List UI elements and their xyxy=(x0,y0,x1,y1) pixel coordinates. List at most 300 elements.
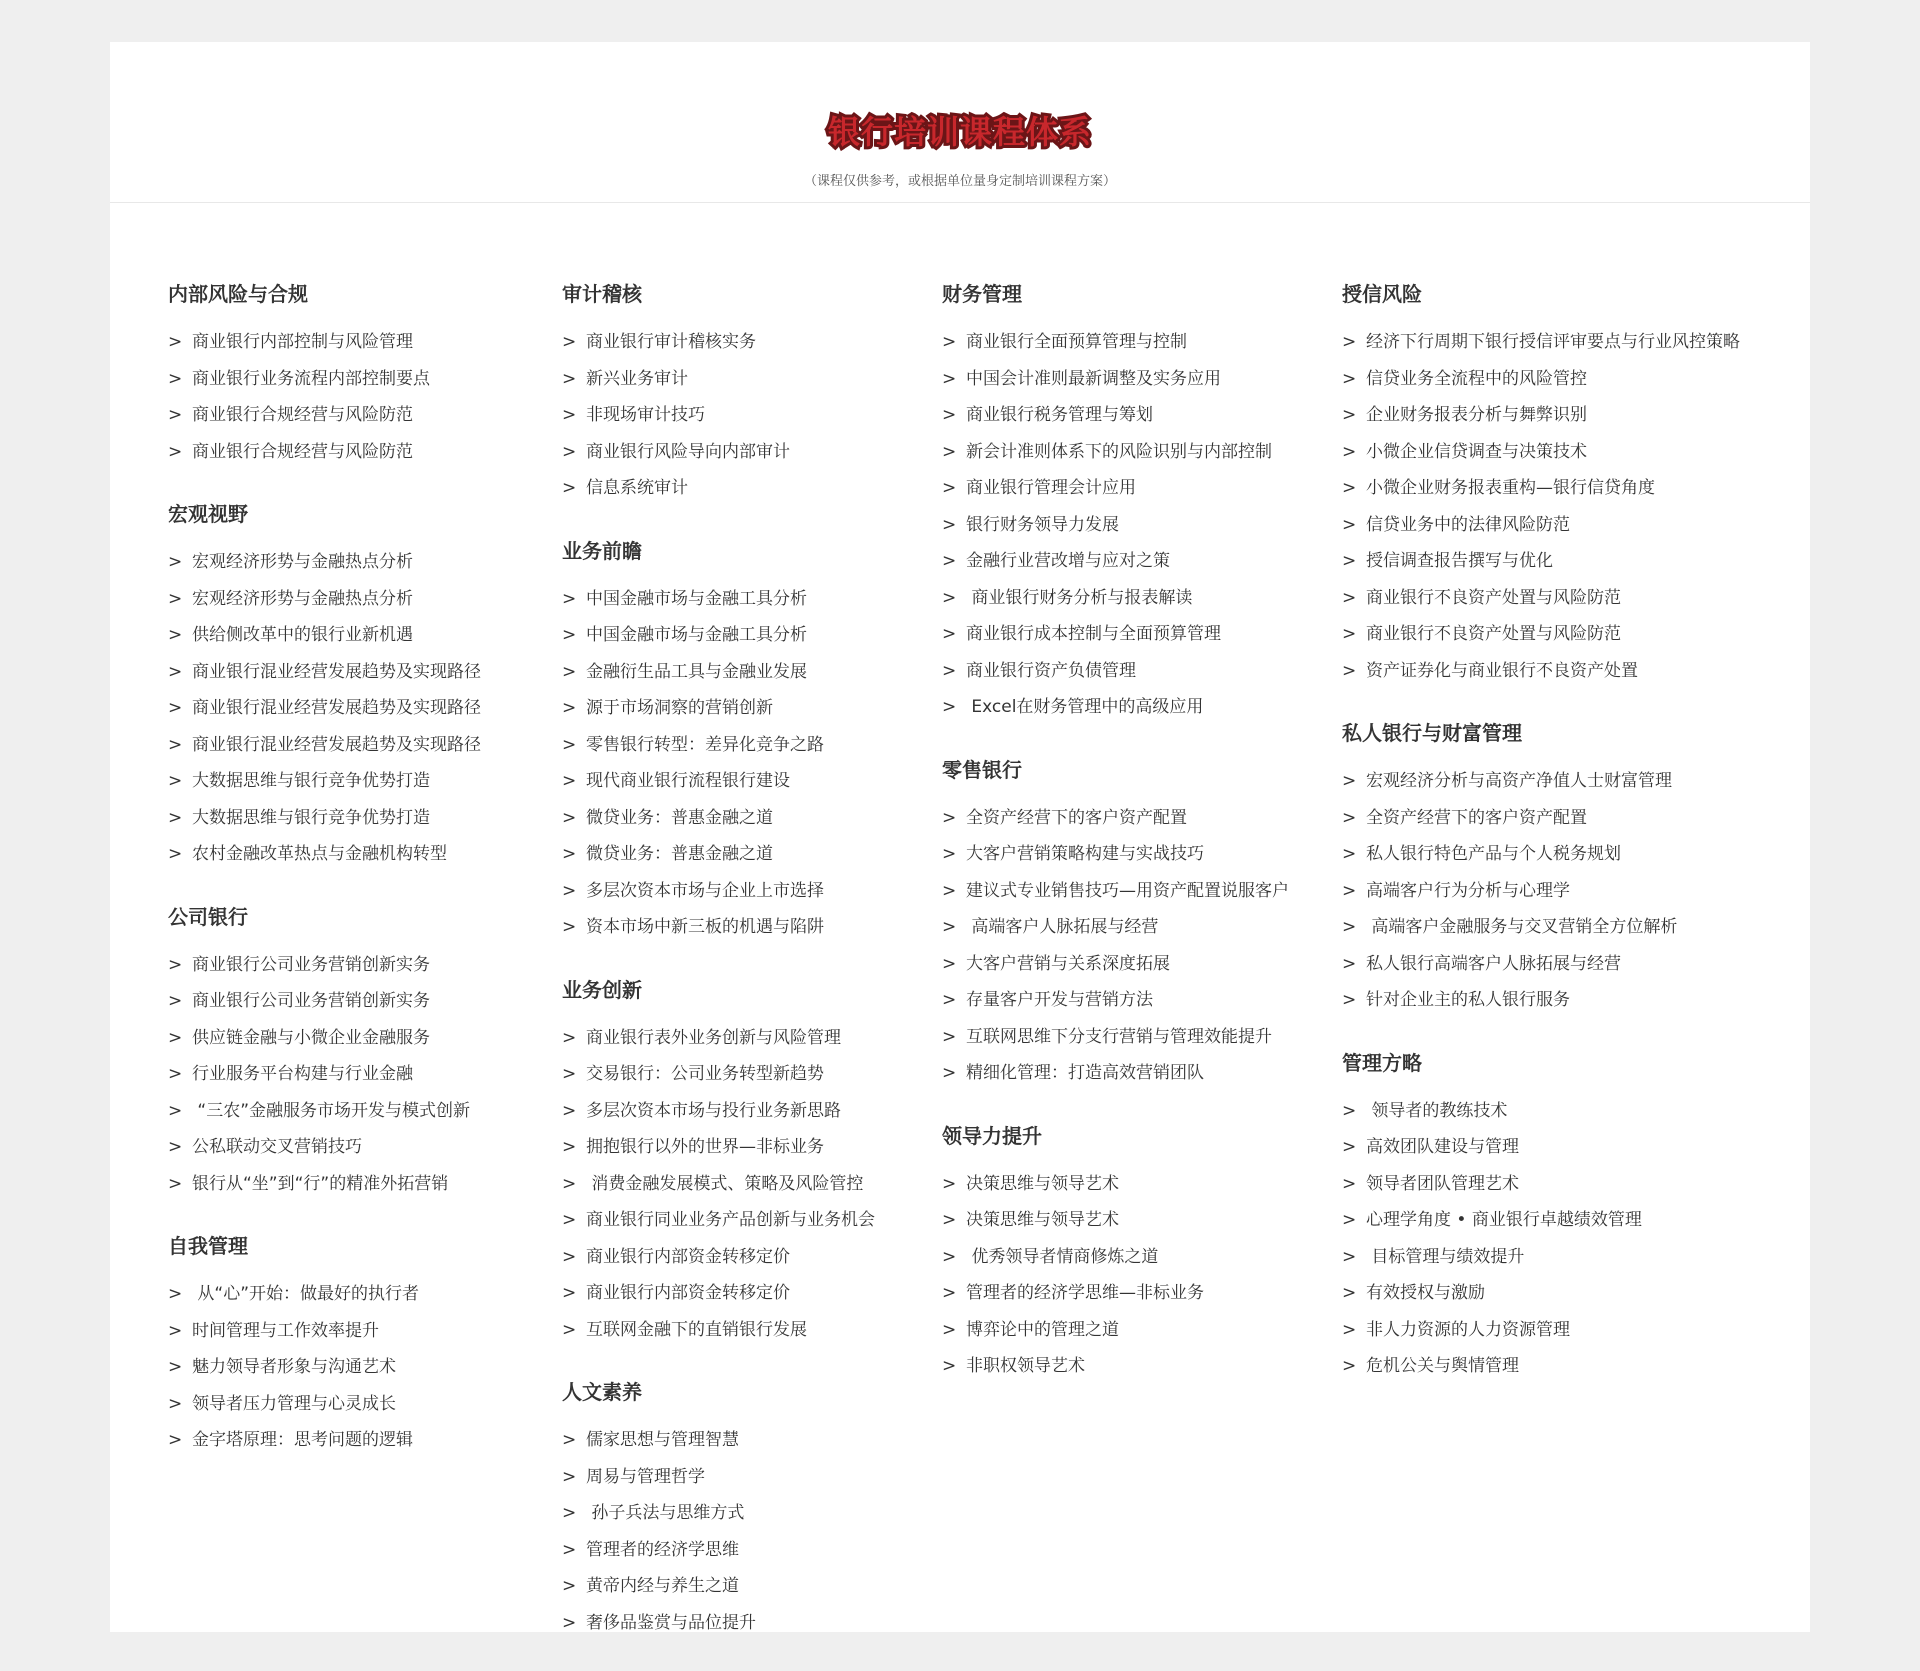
course-item[interactable] xyxy=(1342,324,1740,361)
chevron-right-icon: > xyxy=(562,1064,577,1084)
course-item[interactable] xyxy=(562,763,875,800)
course-item[interactable] xyxy=(168,1129,481,1166)
course-item-label: 存量客户开发与营销方法 xyxy=(966,990,1153,1010)
course-item-label: 精细化管理：打造高效营销团队 xyxy=(966,1063,1204,1083)
chevron-right-icon: > xyxy=(168,734,183,755)
course-column-2 xyxy=(562,280,875,1671)
course-item-label: 决策思维与领导艺术 xyxy=(966,1173,1119,1194)
course-item-label: 领导者团队管理艺术 xyxy=(1366,1173,1519,1194)
chevron-right-icon: > xyxy=(562,1576,577,1596)
chevron-right-icon: > xyxy=(942,332,957,352)
course-item[interactable] xyxy=(1342,909,1740,946)
course-item[interactable] xyxy=(942,507,1289,544)
chevron-right-icon: > xyxy=(1342,990,1357,1010)
course-item[interactable] xyxy=(562,617,875,654)
course-item-label: 微贷业务：普惠金融之道 xyxy=(586,807,773,828)
course-item[interactable] xyxy=(942,616,1289,653)
header-divider xyxy=(110,202,1810,203)
course-item-label: 新兴业务审计 xyxy=(586,368,688,389)
course-item-label: 全资产经营下的客户资产配置 xyxy=(966,807,1187,828)
chevron-right-icon: > xyxy=(562,917,577,937)
course-item-label: 商业银行不良资产处置与风险防范 xyxy=(1366,624,1621,644)
chevron-right-icon: > xyxy=(942,1173,957,1194)
course-item[interactable] xyxy=(168,617,481,654)
course-item[interactable] xyxy=(168,1386,481,1423)
course-item[interactable] xyxy=(168,690,481,727)
course-item-label: 银行财务领导力发展 xyxy=(966,514,1119,535)
course-item-label: 互联网思维下分支行营销与管理效能提升 xyxy=(966,1026,1272,1047)
section-title: 审计稽核 xyxy=(562,282,642,306)
course-section xyxy=(562,280,875,507)
course-item[interactable] xyxy=(168,947,481,984)
section-title: 私人银行与财富管理 xyxy=(1342,721,1522,745)
course-item-label: 商业银行全面预算管理与控制 xyxy=(966,332,1187,352)
course-item-label: 商业银行公司业务营销创新实务 xyxy=(192,991,430,1011)
chevron-right-icon: > xyxy=(168,552,183,572)
chevron-right-icon: > xyxy=(168,844,183,864)
course-item-label: 小微企业财务报表重构—银行信贷角度 xyxy=(1366,478,1655,498)
course-item[interactable] xyxy=(562,1202,875,1239)
chevron-right-icon: > xyxy=(168,1430,183,1450)
course-item-label: 宏观经济形势与金融热点分析 xyxy=(192,588,413,609)
course-item-label: 目标管理与绩效提升 xyxy=(1366,1246,1525,1267)
course-item-label: 非现场审计技巧 xyxy=(586,405,705,425)
course-item[interactable] xyxy=(168,1422,481,1459)
course-item[interactable] xyxy=(168,1056,481,1093)
course-item[interactable] xyxy=(562,1495,875,1532)
section-title: 领导力提升 xyxy=(942,1123,1042,1148)
chevron-right-icon: > xyxy=(562,1319,577,1340)
course-item[interactable] xyxy=(1342,1166,1740,1203)
chevron-right-icon: > xyxy=(562,625,577,645)
section-title: 管理方略 xyxy=(1342,1050,1422,1075)
course-item-label: 多层次资本市场与企业上市选择 xyxy=(586,880,824,901)
course-section xyxy=(942,1122,1289,1385)
chevron-right-icon: > xyxy=(1342,1137,1357,1157)
course-item[interactable] xyxy=(168,1020,481,1057)
course-item[interactable] xyxy=(942,1348,1289,1385)
course-item-label: 大客户营销策略构建与实战技巧 xyxy=(966,844,1204,864)
course-item-label: 信贷业务中的法律风险防范 xyxy=(1366,514,1570,535)
course-item-label: 危机公关与舆情管理 xyxy=(1366,1356,1519,1376)
course-item-label: 孙子兵法与思维方式 xyxy=(586,1503,745,1523)
chevron-right-icon: > xyxy=(562,1612,577,1633)
course-item[interactable] xyxy=(562,1312,875,1349)
course-section xyxy=(168,1232,481,1459)
course-item-label: 有效授权与激励 xyxy=(1366,1283,1485,1303)
course-item[interactable] xyxy=(168,324,481,361)
course-item-label: 公私联动交叉营销技巧 xyxy=(192,1137,362,1157)
course-item-label: 时间管理与工作效率提升 xyxy=(192,1320,379,1341)
chevron-right-icon: > xyxy=(942,953,957,974)
chevron-right-icon: > xyxy=(942,441,957,462)
course-item-label: 非职权领导艺术 xyxy=(966,1356,1085,1376)
course-section xyxy=(168,280,481,470)
chevron-right-icon: > xyxy=(168,625,183,645)
chevron-right-icon: > xyxy=(942,990,957,1010)
course-item-label: 优秀领导者情商修炼之道 xyxy=(966,1246,1159,1267)
course-item[interactable] xyxy=(562,690,875,727)
course-item-label: Excel在财务管理中的高级应用 xyxy=(966,697,1204,717)
chevron-right-icon: > xyxy=(942,880,957,901)
course-item-label: 周易与管理哲学 xyxy=(586,1466,705,1487)
course-item[interactable] xyxy=(942,800,1289,837)
course-item[interactable] xyxy=(1342,1129,1740,1166)
course-item[interactable] xyxy=(1342,1093,1740,1130)
course-item-label: 管理者的经济学思维 xyxy=(586,1539,739,1560)
course-item[interactable] xyxy=(942,1275,1289,1312)
course-item[interactable] xyxy=(562,1166,875,1203)
course-item-label: 私人银行高端客户人脉拓展与经营 xyxy=(1366,953,1621,974)
course-item[interactable] xyxy=(168,836,481,873)
chevron-right-icon: > xyxy=(168,441,183,462)
course-item[interactable] xyxy=(1342,1312,1740,1349)
chevron-right-icon: > xyxy=(168,1064,183,1084)
section-title: 授信风险 xyxy=(1342,282,1422,306)
course-item-label: 资本市场中新三板的机遇与陷阱 xyxy=(586,917,824,937)
course-item-label: 行业服务平台构建与行业金融 xyxy=(192,1064,413,1084)
course-item[interactable] xyxy=(1342,800,1740,837)
course-item[interactable] xyxy=(1342,836,1740,873)
course-item-label: 商业银行合规经营与风险防范 xyxy=(192,405,413,425)
course-item-label: 金字塔原理：思考问题的逻辑 xyxy=(192,1430,413,1450)
page-subtitle: （课程仅供参考，或根据单位量身定制培训课程方案） xyxy=(803,174,1116,189)
course-item[interactable] xyxy=(562,1275,875,1312)
chevron-right-icon: > xyxy=(942,1283,957,1303)
course-item[interactable] xyxy=(1342,1239,1740,1276)
chevron-right-icon: > xyxy=(1342,478,1357,498)
chevron-right-icon: > xyxy=(562,588,577,609)
course-item-label: 商业银行同业业务产品创新与业务机会 xyxy=(586,1210,875,1230)
course-item[interactable] xyxy=(1342,1348,1740,1385)
course-item[interactable] xyxy=(942,873,1289,910)
course-item-label: 决策思维与领导艺术 xyxy=(966,1210,1119,1230)
course-item-label: 大数据思维与银行竞争优势打造 xyxy=(192,807,430,828)
course-item[interactable] xyxy=(562,654,875,691)
course-item-label: 领导者的教练技术 xyxy=(1366,1100,1508,1121)
course-item-label: 管理者的经济学思维—非标业务 xyxy=(966,1283,1204,1303)
course-item-label: 供给侧改革中的银行业新机遇 xyxy=(192,625,413,645)
course-item-label: 商业银行财务分析与报表解读 xyxy=(966,587,1193,608)
course-item-label: 商业银行管理会计应用 xyxy=(966,478,1136,498)
chevron-right-icon: > xyxy=(562,1466,577,1487)
course-item-label: 源于市场洞察的营销创新 xyxy=(586,698,773,718)
chevron-right-icon: > xyxy=(562,332,577,352)
chevron-right-icon: > xyxy=(1342,1319,1357,1340)
course-item[interactable] xyxy=(1342,946,1740,983)
chevron-right-icon: > xyxy=(562,1027,577,1048)
section-title: 自我管理 xyxy=(168,1234,248,1258)
course-item[interactable] xyxy=(942,580,1289,617)
course-item[interactable] xyxy=(168,361,481,398)
course-item[interactable] xyxy=(562,324,875,361)
course-item-label: 商业银行混业经营发展趋势及实现路径 xyxy=(192,698,481,718)
page-header xyxy=(110,110,1810,220)
chevron-right-icon: > xyxy=(942,1246,957,1267)
chevron-right-icon: > xyxy=(168,1137,183,1157)
course-item[interactable] xyxy=(1342,873,1740,910)
chevron-right-icon: > xyxy=(1342,405,1357,425)
chevron-right-icon: > xyxy=(562,1246,577,1267)
chevron-right-icon: > xyxy=(942,1319,957,1340)
section-title: 零售银行 xyxy=(942,757,1022,782)
course-item-label: 奢侈品鉴赏与品位提升 xyxy=(586,1612,756,1633)
chevron-right-icon: > xyxy=(562,880,577,901)
course-item[interactable] xyxy=(942,689,1289,726)
chevron-right-icon: > xyxy=(942,624,957,644)
course-item[interactable] xyxy=(942,909,1289,946)
course-item-label: 大数据思维与银行竞争优势打造 xyxy=(192,771,430,791)
course-item[interactable] xyxy=(562,1459,875,1496)
course-item-label: 互联网金融下的直销银行发展 xyxy=(586,1319,807,1340)
chevron-right-icon: > xyxy=(942,1356,957,1376)
chevron-right-icon: > xyxy=(168,1173,183,1194)
course-item[interactable] xyxy=(562,1093,875,1130)
course-item-label: 商业银行税务管理与筹划 xyxy=(966,405,1153,425)
course-item[interactable] xyxy=(1342,616,1740,653)
course-item[interactable] xyxy=(562,1239,875,1276)
course-item[interactable] xyxy=(1342,1275,1740,1312)
chevron-right-icon: > xyxy=(1342,441,1357,462)
chevron-right-icon: > xyxy=(1342,917,1357,937)
course-section xyxy=(562,976,875,1349)
course-item-label: 授信调查报告撰写与优化 xyxy=(1366,551,1553,571)
course-item[interactable] xyxy=(168,434,481,471)
course-item-label: 商业银行成本控制与全面预算管理 xyxy=(966,624,1221,644)
chevron-right-icon: > xyxy=(1342,551,1357,571)
course-item-label: 高端客户金融服务与交叉营销全方位解析 xyxy=(1366,917,1678,937)
chevron-right-icon: > xyxy=(1342,1246,1357,1267)
chevron-right-icon: > xyxy=(942,514,957,535)
course-item[interactable] xyxy=(168,544,481,581)
chevron-right-icon: > xyxy=(942,1026,957,1047)
course-section xyxy=(168,903,481,1203)
course-item-label: 消费金融发展模式、策略及风险管控 xyxy=(586,1173,864,1194)
chevron-right-icon: > xyxy=(168,1027,183,1048)
course-item[interactable] xyxy=(168,1166,481,1203)
chevron-right-icon: > xyxy=(942,368,957,389)
course-item[interactable] xyxy=(168,800,481,837)
course-item[interactable] xyxy=(942,836,1289,873)
course-item-label: 商业银行混业经营发展趋势及实现路径 xyxy=(192,661,481,682)
course-column-3 xyxy=(942,280,1289,1415)
course-item[interactable] xyxy=(562,470,875,507)
course-item-label: 商业银行风险导向内部审计 xyxy=(586,441,790,462)
course-item[interactable] xyxy=(942,982,1289,1019)
course-card xyxy=(110,42,1810,1632)
course-item-label: 农村金融改革热点与金融机构转型 xyxy=(192,844,447,864)
course-item[interactable] xyxy=(1342,982,1740,1019)
course-item[interactable] xyxy=(1342,580,1740,617)
course-item[interactable] xyxy=(562,1020,875,1057)
course-item[interactable] xyxy=(562,836,875,873)
chevron-right-icon: > xyxy=(562,405,577,425)
chevron-right-icon: > xyxy=(942,405,957,425)
course-item-label: 商业银行合规经营与风险防范 xyxy=(192,441,413,462)
course-item-label: 私人银行特色产品与个人税务规划 xyxy=(1366,844,1621,864)
course-item-label: 商业银行内部控制与风险管理 xyxy=(192,332,413,352)
course-item[interactable] xyxy=(942,397,1289,434)
course-item[interactable] xyxy=(562,581,875,618)
course-item[interactable] xyxy=(168,1276,481,1313)
section-title: 宏观视野 xyxy=(168,502,248,526)
course-item[interactable] xyxy=(168,397,481,434)
course-item[interactable] xyxy=(1342,543,1740,580)
course-item[interactable] xyxy=(562,1532,875,1569)
course-item[interactable] xyxy=(562,1129,875,1166)
course-item[interactable] xyxy=(942,1239,1289,1276)
chevron-right-icon: > xyxy=(168,1320,183,1341)
course-item[interactable] xyxy=(562,397,875,434)
course-item[interactable] xyxy=(1342,653,1740,690)
chevron-right-icon: > xyxy=(1342,1283,1357,1303)
course-item[interactable] xyxy=(168,1313,481,1350)
chevron-right-icon: > xyxy=(168,1357,183,1377)
page-title: 银行培训课程体系 xyxy=(806,110,1114,154)
course-item[interactable] xyxy=(168,1093,481,1130)
course-item[interactable] xyxy=(942,361,1289,398)
course-item[interactable] xyxy=(562,873,875,910)
chevron-right-icon: > xyxy=(942,551,957,571)
chevron-right-icon: > xyxy=(1342,660,1357,681)
course-item[interactable] xyxy=(168,727,481,764)
course-item-label: 中国会计准则最新调整及实务应用 xyxy=(966,368,1221,389)
chevron-right-icon: > xyxy=(562,368,577,389)
chevron-right-icon: > xyxy=(942,478,957,498)
course-item[interactable] xyxy=(942,1019,1289,1056)
course-item[interactable] xyxy=(168,1349,481,1386)
course-column-4 xyxy=(1342,280,1740,1415)
chevron-right-icon: > xyxy=(1342,771,1357,791)
course-item-label: 信贷业务全流程中的风险管控 xyxy=(1366,368,1587,389)
chevron-right-icon: > xyxy=(562,1100,577,1121)
course-item[interactable] xyxy=(942,1202,1289,1239)
course-item[interactable] xyxy=(562,361,875,398)
course-item[interactable] xyxy=(562,1605,875,1642)
chevron-right-icon: > xyxy=(562,1539,577,1560)
course-section xyxy=(562,537,875,946)
course-item[interactable] xyxy=(1342,470,1740,507)
course-item[interactable] xyxy=(1342,763,1740,800)
course-item[interactable] xyxy=(562,434,875,471)
course-item-label: 宏观经济分析与高资产净值人士财富管理 xyxy=(1366,771,1672,791)
course-item[interactable] xyxy=(942,470,1289,507)
course-item-label: 供应链金融与小微企业金融服务 xyxy=(192,1027,430,1048)
course-item-label: 经济下行周期下银行授信评审要点与行业风控策略 xyxy=(1366,332,1740,352)
course-item[interactable] xyxy=(562,1568,875,1605)
course-section xyxy=(942,280,1289,726)
course-item-label: 企业财务报表分析与舞弊识别 xyxy=(1366,405,1587,425)
course-item-label: 拥抱银行以外的世界—非标业务 xyxy=(586,1137,824,1157)
course-item[interactable] xyxy=(1342,397,1740,434)
course-item-label: “三农”金融服务市场开发与模式创新 xyxy=(192,1100,471,1121)
chevron-right-icon: > xyxy=(1342,1210,1357,1230)
section-title: 公司银行 xyxy=(168,904,248,929)
course-item[interactable] xyxy=(562,909,875,946)
course-item-label: 中国金融市场与金融工具分析 xyxy=(586,625,807,645)
course-section xyxy=(168,500,481,873)
course-item[interactable] xyxy=(1342,1202,1740,1239)
course-item-label: 全资产经营下的客户资产配置 xyxy=(1366,807,1587,828)
chevron-right-icon: > xyxy=(1342,624,1357,644)
course-item[interactable] xyxy=(942,324,1289,361)
chevron-right-icon: > xyxy=(1342,587,1357,608)
chevron-right-icon: > xyxy=(1342,844,1357,864)
chevron-right-icon: > xyxy=(942,917,957,937)
course-item-label: 从“心”开始：做最好的执行者 xyxy=(192,1284,420,1304)
chevron-right-icon: > xyxy=(942,587,957,608)
course-item[interactable] xyxy=(1342,361,1740,398)
chevron-right-icon: > xyxy=(168,368,183,389)
course-item[interactable] xyxy=(562,727,875,764)
chevron-right-icon: > xyxy=(562,1503,577,1523)
chevron-right-icon: > xyxy=(562,1210,577,1230)
chevron-right-icon: > xyxy=(942,844,957,864)
course-item-label: 金融衍生品工具与金融业发展 xyxy=(586,661,807,682)
course-item-label: 商业银行混业经营发展趋势及实现路径 xyxy=(192,734,481,755)
course-item-label: 高端客户人脉拓展与经营 xyxy=(966,917,1159,937)
course-item[interactable] xyxy=(1342,507,1740,544)
chevron-right-icon: > xyxy=(942,807,957,828)
section-title: 人文素养 xyxy=(562,1380,642,1404)
course-item[interactable] xyxy=(562,1056,875,1093)
course-item-label: 商业银行内部资金转移定价 xyxy=(586,1246,790,1267)
course-item-label: 商业银行不良资产处置与风险防范 xyxy=(1366,587,1621,608)
course-section xyxy=(1342,719,1740,1019)
chevron-right-icon: > xyxy=(168,661,183,682)
course-item[interactable] xyxy=(168,581,481,618)
course-item-label: 黄帝内经与养生之道 xyxy=(586,1576,739,1596)
chevron-right-icon: > xyxy=(1342,514,1357,535)
chevron-right-icon: > xyxy=(1342,1100,1357,1121)
course-item-label: 小微企业信贷调查与决策技术 xyxy=(1366,441,1587,462)
course-item[interactable] xyxy=(942,1312,1289,1349)
course-item-label: 宏观经济形势与金融热点分析 xyxy=(192,552,413,572)
section-title: 内部风险与合规 xyxy=(168,282,308,306)
chevron-right-icon: > xyxy=(168,991,183,1011)
course-item[interactable] xyxy=(168,654,481,691)
course-item-label: 针对企业主的私人银行服务 xyxy=(1366,990,1570,1010)
course-item[interactable] xyxy=(562,800,875,837)
course-item[interactable] xyxy=(562,1422,875,1459)
course-item-label: 商业银行资产负债管理 xyxy=(966,660,1136,681)
chevron-right-icon: > xyxy=(562,807,577,828)
chevron-right-icon: > xyxy=(1342,332,1357,352)
section-title: 业务创新 xyxy=(562,977,642,1002)
course-item-label: 领导者压力管理与心灵成长 xyxy=(192,1393,396,1414)
course-item-label: 大客户营销与关系深度拓展 xyxy=(966,953,1170,974)
chevron-right-icon: > xyxy=(942,660,957,681)
course-item[interactable] xyxy=(942,434,1289,471)
course-item[interactable] xyxy=(942,653,1289,690)
course-item-label: 高效团队建设与管理 xyxy=(1366,1137,1519,1157)
chevron-right-icon: > xyxy=(942,1210,957,1230)
chevron-right-icon: > xyxy=(1342,880,1357,901)
chevron-right-icon: > xyxy=(1342,1173,1357,1194)
course-item[interactable] xyxy=(168,983,481,1020)
course-item[interactable] xyxy=(942,946,1289,983)
chevron-right-icon: > xyxy=(1342,368,1357,389)
course-item[interactable] xyxy=(942,543,1289,580)
course-item-label: 商业银行审计稽核实务 xyxy=(586,332,756,352)
course-item[interactable] xyxy=(1342,434,1740,471)
course-item[interactable] xyxy=(168,763,481,800)
chevron-right-icon: > xyxy=(168,1393,183,1414)
section-title: 财务管理 xyxy=(942,282,1022,306)
course-item[interactable] xyxy=(942,1166,1289,1203)
course-item[interactable] xyxy=(942,1055,1289,1092)
chevron-right-icon: > xyxy=(168,588,183,609)
